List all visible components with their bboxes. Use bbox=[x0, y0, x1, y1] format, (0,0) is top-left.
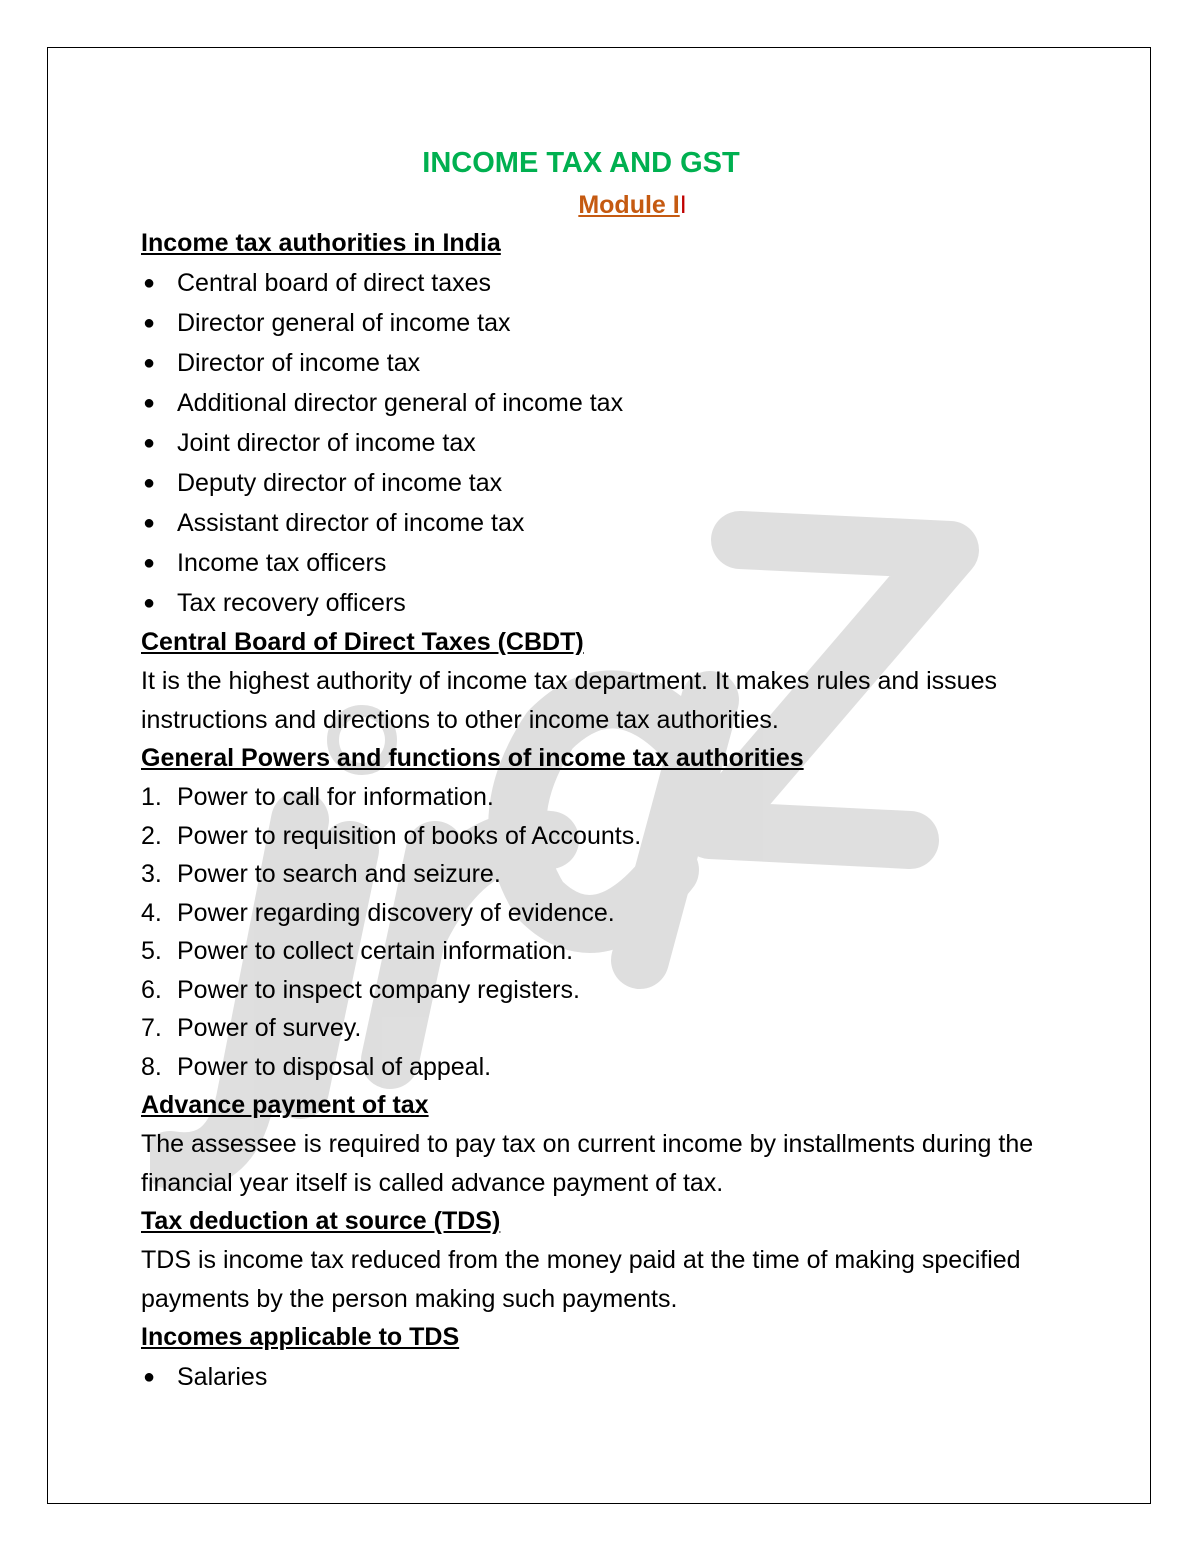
list-item: ● Director general of income tax bbox=[141, 303, 1071, 343]
heading-tds: Tax deduction at source (TDS) bbox=[141, 1207, 501, 1235]
bullet-icon: ● bbox=[143, 312, 156, 334]
heading-authorities: Income tax authorities in India bbox=[141, 229, 501, 257]
list-item: 2. Power to requisition of books of Accounts. bbox=[141, 821, 642, 850]
list-item: ● Joint director of income tax bbox=[141, 423, 1071, 463]
advance-paragraph: The assessee is required to pay tax on current income by installments during the financial year itself is called advance payment of tax. bbox=[141, 1130, 1034, 1197]
module-label: Module I bbox=[578, 191, 680, 219]
list-item: ● Assistant director of income tax bbox=[141, 503, 1071, 543]
bullet-icon: ● bbox=[143, 272, 156, 294]
tds-incomes-list bbox=[141, 1357, 1071, 1397]
authorities-list bbox=[141, 263, 1071, 623]
list-item: ● Director of income tax bbox=[141, 343, 1071, 383]
heading-powers: General Powers and functions of income tax authorities bbox=[141, 744, 804, 772]
list-item: ● Salaries bbox=[141, 1357, 1071, 1397]
list-item: ● Income tax officers bbox=[141, 543, 1071, 583]
heading-cbdt: Central Board of Direct Taxes (CBDT) bbox=[141, 628, 584, 656]
module-label-tail: I bbox=[679, 191, 687, 219]
powers-list bbox=[141, 778, 1071, 1086]
bullet-icon: ● bbox=[143, 1366, 156, 1388]
list-item: ● Additional director general of income tax bbox=[141, 383, 1071, 423]
module-heading bbox=[194, 186, 1071, 224]
bullet-icon: ● bbox=[143, 432, 156, 454]
list-item: ● Deputy director of income tax bbox=[141, 463, 1071, 503]
list-item: 6. Power to inspect company registers. bbox=[141, 975, 580, 1004]
list-item: ● Tax recovery officers bbox=[141, 583, 1071, 623]
list-item: ● Central board of direct taxes bbox=[141, 263, 1071, 303]
bullet-icon: ● bbox=[143, 552, 156, 574]
heading-tds-incomes: Incomes applicable to TDS bbox=[141, 1323, 460, 1351]
document-title: INCOME TAX AND GST bbox=[422, 147, 740, 179]
list-item: 8. Power to disposal of appeal. bbox=[141, 1052, 492, 1081]
cbdt-paragraph: It is the highest authority of income tax department. It makes rules and issues instructions and directions to other income tax authorities. bbox=[141, 667, 997, 734]
bullet-icon: ● bbox=[143, 592, 156, 614]
list-item: 1. Power to call for information. bbox=[141, 783, 494, 811]
list-item: 4. Power regarding discovery of evidence. bbox=[141, 898, 615, 927]
bullet-icon: ● bbox=[143, 512, 156, 534]
document-body bbox=[141, 140, 1071, 1397]
list-item: 5. Power to collect certain information. bbox=[141, 937, 574, 965]
bullet-icon: ● bbox=[143, 392, 156, 414]
list-item: 3. Power to search and seizure. bbox=[141, 860, 501, 888]
bullet-icon: ● bbox=[143, 352, 156, 374]
bullet-icon: ● bbox=[143, 472, 156, 494]
list-item: 7. Power of survey. bbox=[141, 1014, 362, 1042]
heading-advance: Advance payment of tax bbox=[141, 1091, 429, 1119]
tds-paragraph: TDS is income tax reduced from the money paid at the time of making specified payments by the person making such payments. bbox=[141, 1246, 1021, 1313]
